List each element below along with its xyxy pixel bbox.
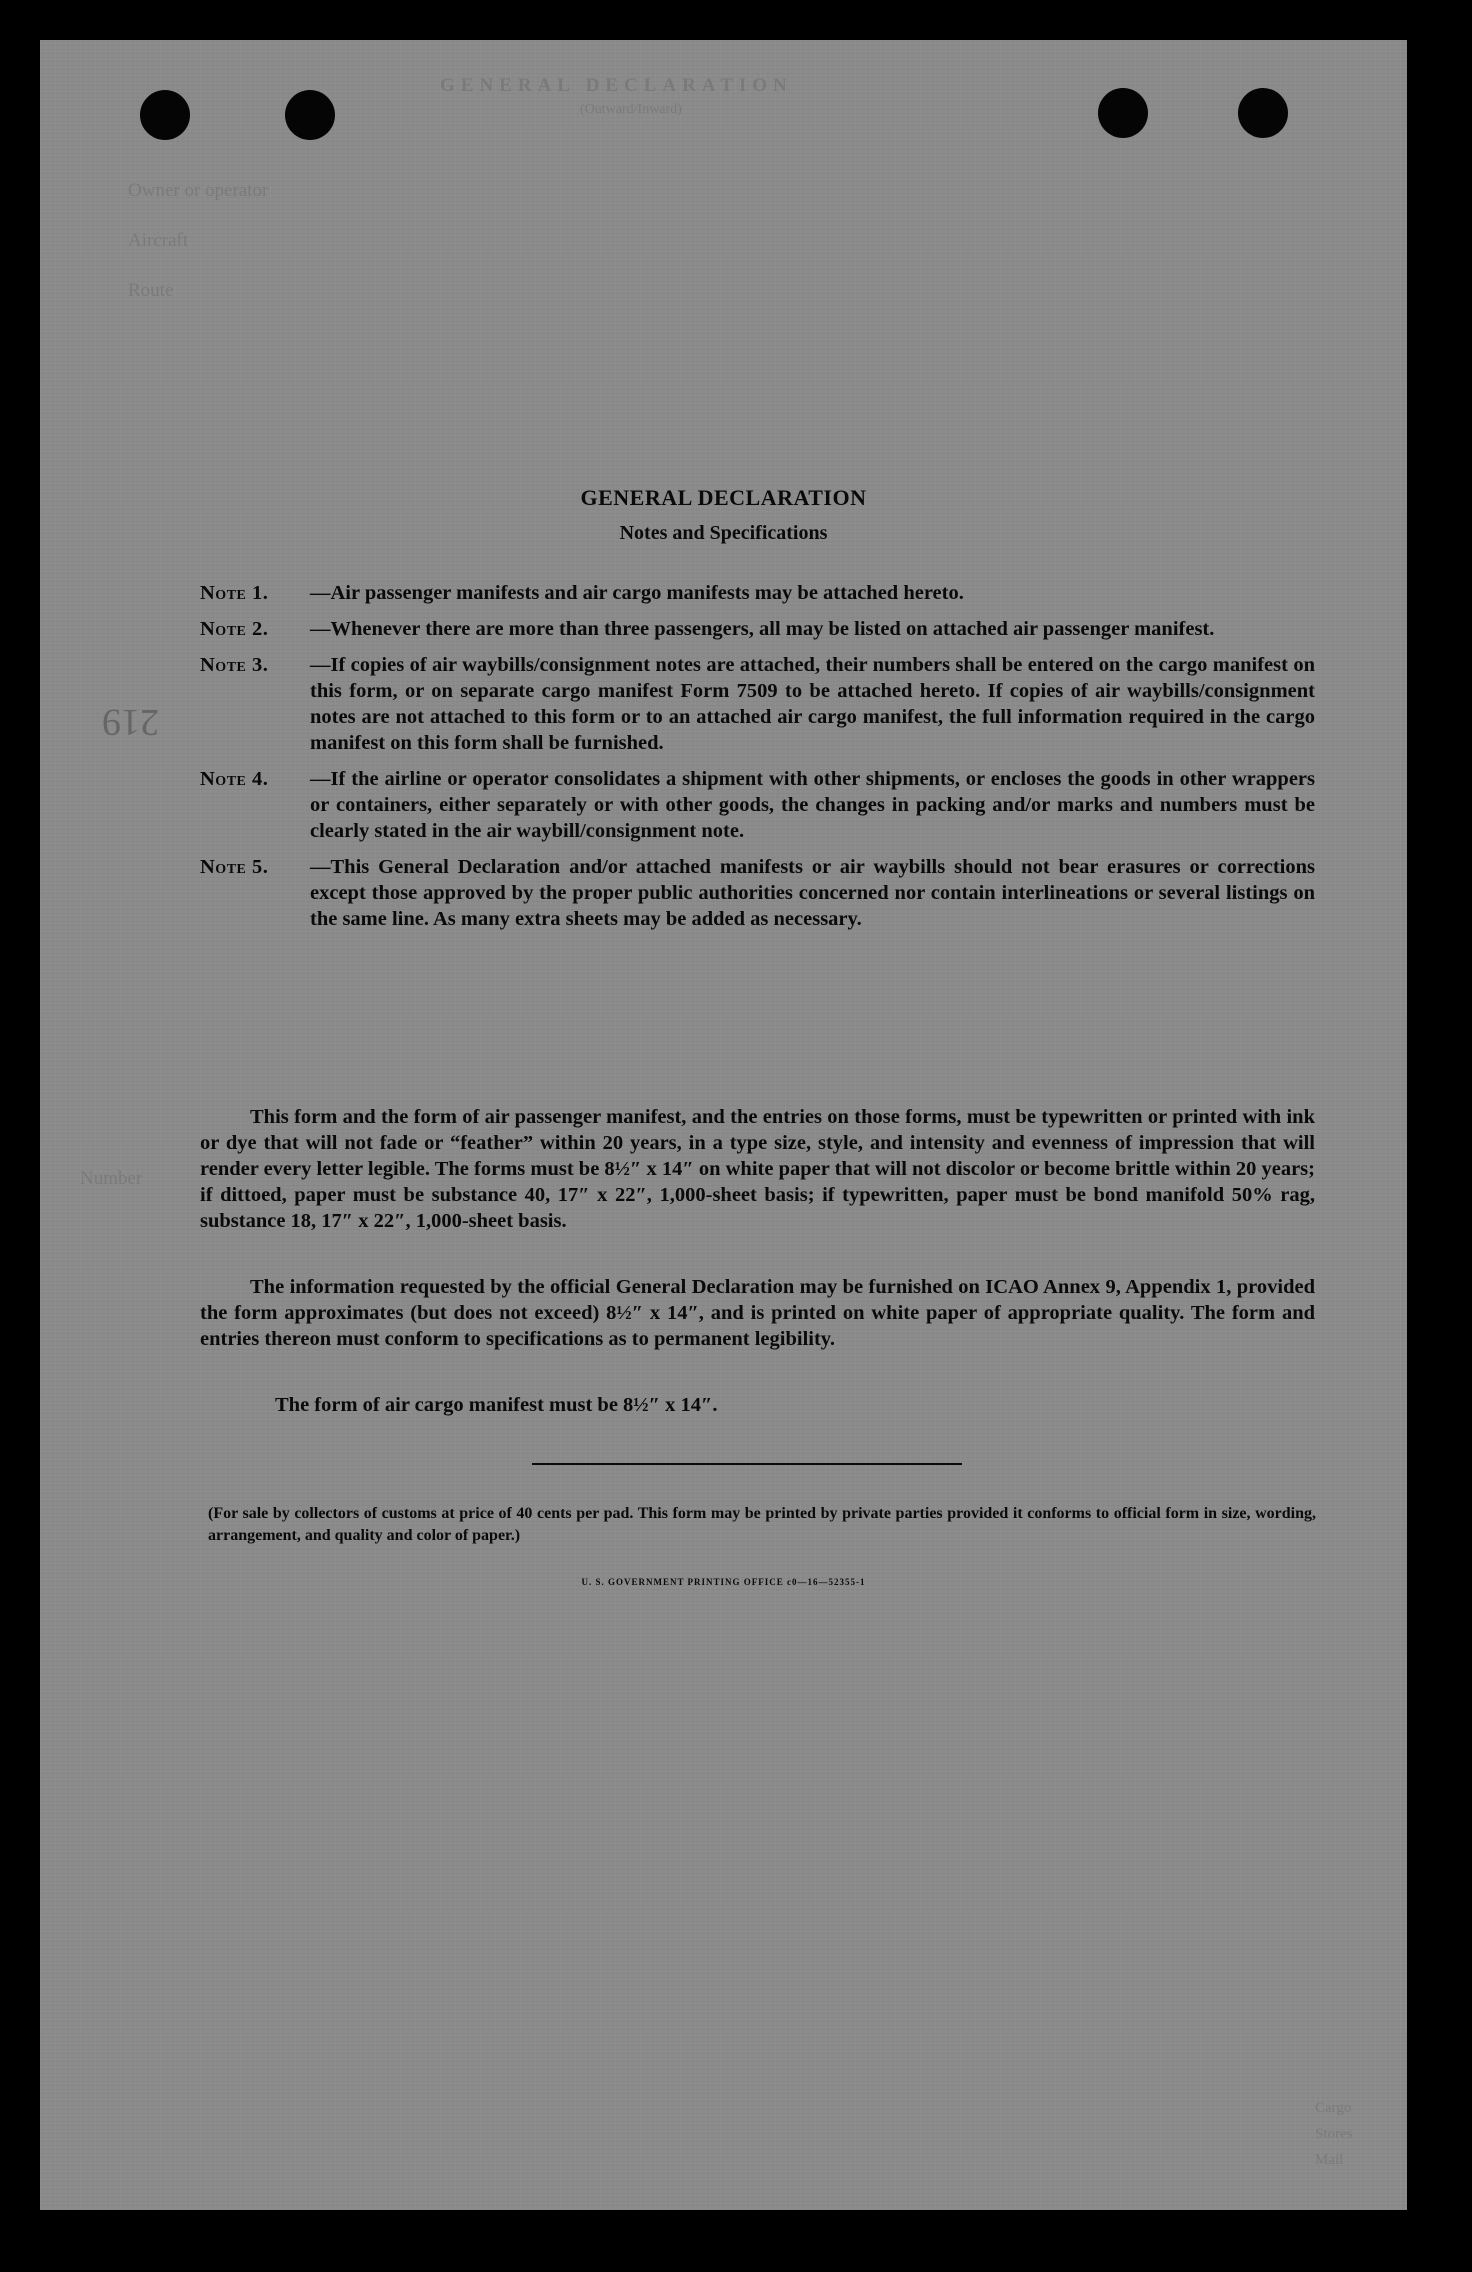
note-item — [200, 616, 1315, 642]
bleed-through-line: Number — [80, 1168, 143, 1189]
note-label: Note 1. — [200, 582, 269, 604]
note-label: Note 2. — [200, 618, 269, 640]
bleed-through-header: GENERAL DECLARATION — [440, 75, 793, 96]
note-text: —If the airline or operator consolidates a shipment with other shipments, or encloses the goods in other wrappers or containers, either separately or with other goods, the changes in packing and/or marks and numbers must be clearly stated in the air waybill/consignment note. — [310, 768, 1315, 842]
note-text: —Air passenger manifests and air cargo manifests may be attached hereto. — [310, 582, 964, 604]
note-item — [200, 766, 1315, 844]
note-text: —This General Declaration and/or attached manifests or air waybills should not bear erasures or corrections except those approved by the proper public authorities concerned nor contain interlineations or several listings on the same line. As many extra sheets may be added as necessary. — [310, 856, 1315, 930]
note-label: Note 3. — [200, 654, 269, 676]
printer-imprint: U. S. GOVERNMENT PRINTING OFFICE c0—16—52355-1 — [581, 1577, 866, 1587]
note-item — [200, 854, 1315, 932]
document-title: GENERAL DECLARATION — [580, 485, 867, 510]
paragraph-icao: The information requested by the official General Declaration may be furnished on ICAO Annex 9, Appendix 1, provided the form approximates (but does not exceed) 8½″ x 14″, and is printed on white paper of appropriate quality. The form and entries thereon must conform to specifications as to permanent legibility. — [200, 1276, 1315, 1350]
sale-footnote: (For sale by collectors of customs at price of 40 cents per pad. This form may be printed by private parties provided it conforms to official form in size, wording, arrangement, and quality and color of paper.) — [208, 1505, 1316, 1544]
note-item — [200, 580, 1315, 606]
bleed-through-line: Cargo — [1315, 2100, 1352, 2116]
paragraph-paper-spec: This form and the form of air passenger manifest, and the entries on those forms, must be typewritten or printed with ink or dye that will not fade or “feather” within 20 years, in a type size, style, and intensity and evenness of impression that will render every letter legible. The forms must be 8½″ x 14″ on white paper that will not discolor or become brittle within 20 years; if dittoed, paper must be substance 40, 17″ x 22″, 1,000-sheet basis; if typewritten, paper must be bond manifold 50% rag, substance 18, 17″ x 22″, 1,000-sheet basis. — [200, 1106, 1315, 1232]
note-text: —If copies of air waybills/consignment notes are attached, their numbers shall be entered on the cargo manifest on this form, or on separate cargo manifest Form 7509 to be attached hereto. If copies of air waybills/consignment notes are not attached to this form or to an attached air cargo manifest, the full information required in the cargo manifest on this form shall be furnished. — [310, 654, 1315, 754]
bleed-through-line: Stores — [1315, 2126, 1353, 2142]
bleed-through-line: Mail — [1315, 2152, 1344, 2168]
paragraph-cargo-manifest: The form of air cargo manifest must be 8½″ x 14″. — [275, 1394, 718, 1416]
bleed-through-line: Route — [128, 280, 174, 301]
note-text: —Whenever there are more than three passengers, all may be listed on attached air passenger manifest. — [310, 618, 1215, 640]
document-content — [40, 40, 1407, 2210]
note-item — [200, 652, 1315, 756]
bleed-through-line: Owner or operator — [128, 180, 269, 201]
divider-rule — [532, 1463, 962, 1465]
document-page — [40, 40, 1407, 2210]
document-subtitle: Notes and Specifications — [619, 522, 828, 544]
note-label: Note 5. — [200, 856, 269, 878]
bleed-through-line: Aircraft — [128, 230, 189, 251]
note-label: Note 4. — [200, 768, 269, 790]
bleed-through-subheader: (Outward/Inward) — [580, 102, 682, 117]
margin-page-number: 219 — [102, 701, 159, 743]
notes-list — [200, 580, 1315, 942]
